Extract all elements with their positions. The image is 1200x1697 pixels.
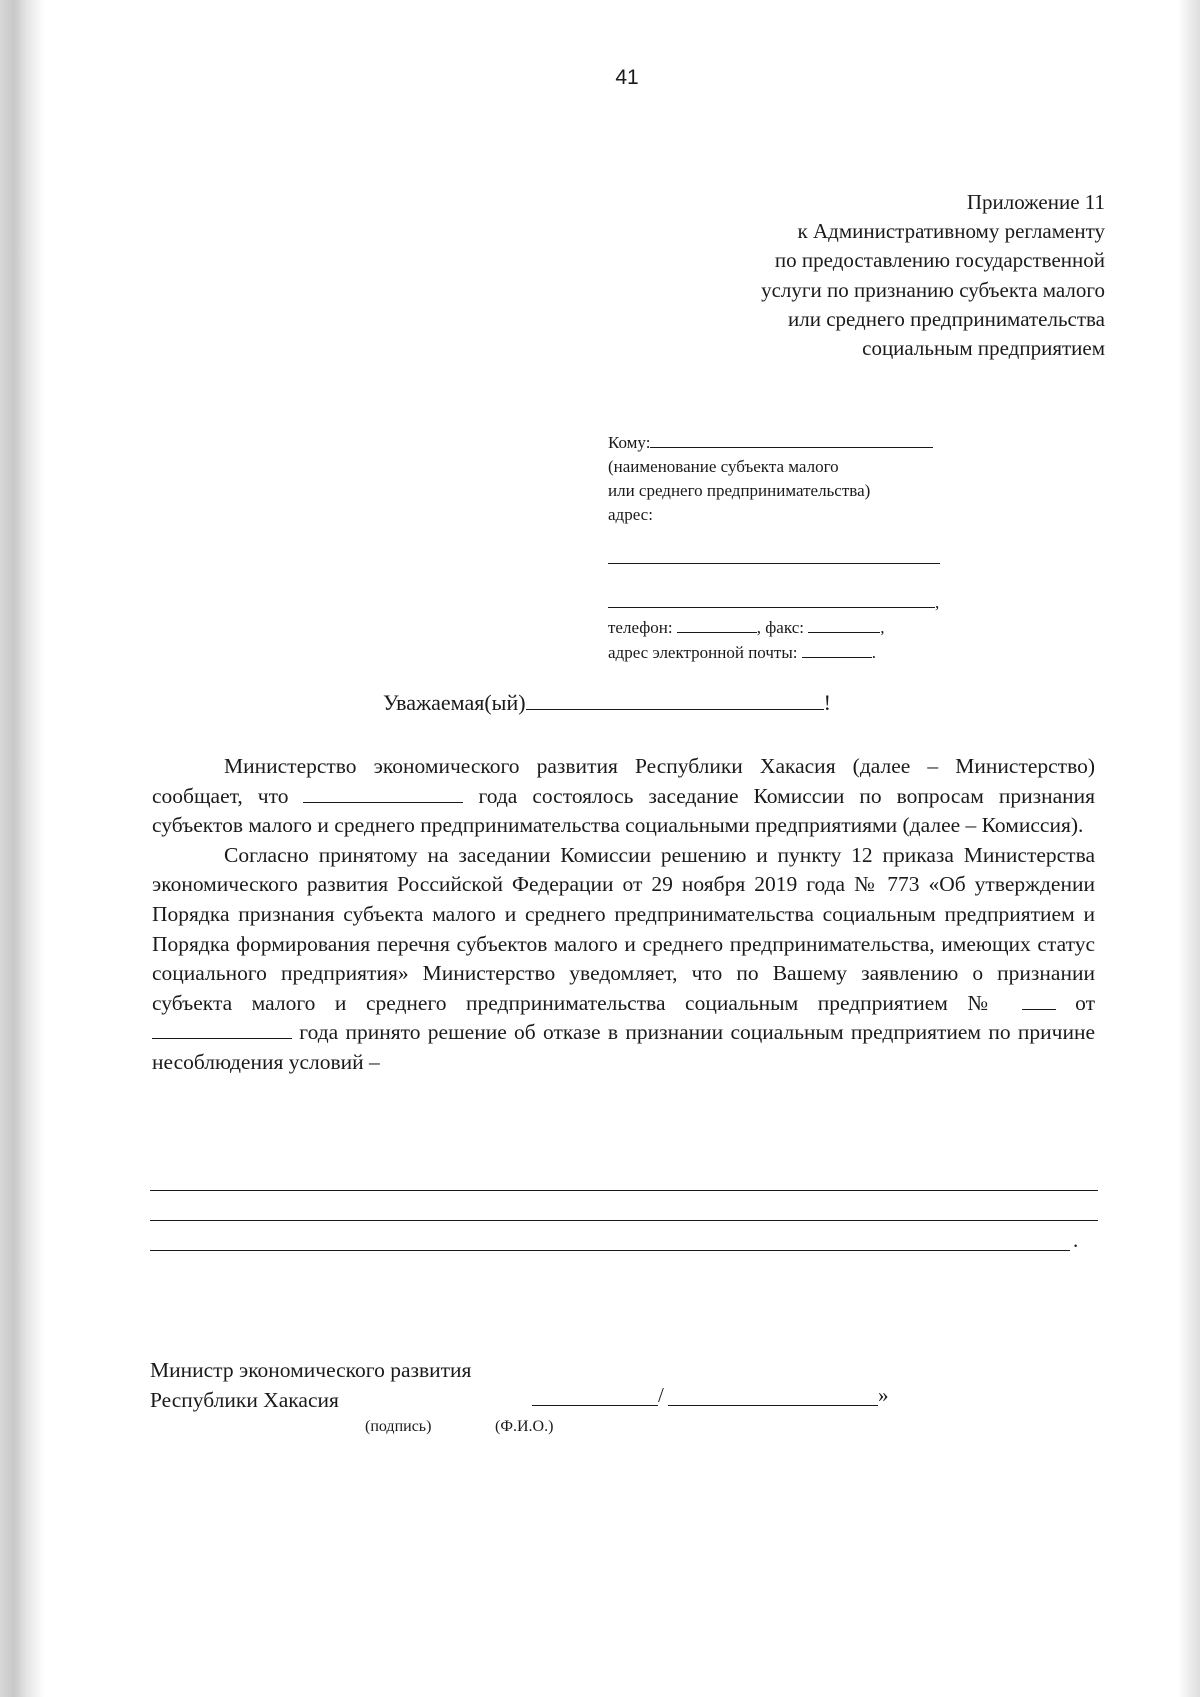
paragraph-text: года состоялось заседание Комиссии по вопросам признания субъектов малого и среднего предпринимательства социальными предприятиями (далее – Комиссия). xyxy=(152,783,1096,838)
signature-quote: » xyxy=(878,1383,889,1407)
appendix-line: или среднего предпринимательства xyxy=(787,306,1105,331)
appendix-line: социальным предприятием xyxy=(862,336,1105,361)
recipient-block xyxy=(608,430,1048,665)
appendix-line: к Административному регламенту xyxy=(797,219,1105,244)
salutation-end: ! xyxy=(823,690,831,715)
name-hint: (наименование субъекта малого xyxy=(608,457,839,476)
email-label: адрес электронной почты: xyxy=(608,643,798,662)
signatory-title: Республики Хакасия xyxy=(150,1387,339,1412)
email-blank xyxy=(802,640,872,658)
signature-blank xyxy=(532,1405,658,1406)
fax-trail: , xyxy=(880,618,885,637)
email-trail: . xyxy=(871,643,876,662)
name-blank xyxy=(668,1405,878,1406)
reason-end: . xyxy=(1073,1228,1079,1252)
reason-line xyxy=(150,1190,1098,1191)
to-label: Кому: xyxy=(608,433,651,452)
scan-left-edge xyxy=(0,0,44,1697)
paragraph-text: Согласно принятому на заседании Комиссии решению и пункту 12 приказа Министерства экономического развития Российской Федерации от 29 ноября 2019 года № 773 «Об утверждении Порядка признания субъекта малого и среднего предпринимательства социальным предприятием и Порядка формирования перечня субъектов малого и среднего предпринимательства, имеющих статус социального предприятия» Министерство уведомляет, что по Вашему заявлению о признании субъекта малого и среднего предпринимательства социальным предприятием № xyxy=(152,842,1095,1015)
date-blank xyxy=(152,1020,292,1039)
reason-line xyxy=(150,1220,1098,1221)
salutation xyxy=(383,689,831,716)
paragraph xyxy=(152,752,1095,841)
address-label: адрес: xyxy=(608,505,653,524)
appendix-line: услуги по признанию субъекта малого xyxy=(761,277,1105,302)
name-caption: (Ф.И.О.) xyxy=(495,1418,554,1435)
date-blank xyxy=(303,784,463,803)
signature-separator: / xyxy=(658,1383,664,1407)
appendix-line: Приложение 11 xyxy=(966,190,1105,214)
phone-label: телефон: xyxy=(608,618,673,637)
appendix-header xyxy=(545,188,1105,363)
phone-blank xyxy=(677,615,757,633)
appendix-line: по предоставлению государственной xyxy=(774,248,1105,273)
salutation-text: Уважаемая(ый) xyxy=(383,690,526,715)
signature-block xyxy=(150,1356,471,1415)
reason-line xyxy=(150,1250,1070,1251)
paragraph-text: года принято решение об отказе в признании социальным предприятием по причине несоблюдения условий – xyxy=(152,1020,1095,1074)
page-number: 41 xyxy=(615,66,639,89)
paragraph xyxy=(152,841,1095,1078)
to-blank xyxy=(650,430,933,448)
fax-label: , факс: xyxy=(756,618,804,637)
scan-right-edge xyxy=(1178,0,1200,1697)
address-blank-line xyxy=(608,541,940,564)
number-blank xyxy=(1022,991,1056,1010)
paragraph-text: от xyxy=(1075,990,1095,1015)
signature-caption: (подпись) xyxy=(365,1418,432,1435)
address-blank-line xyxy=(608,590,935,608)
letter-body xyxy=(152,752,1095,1078)
address-comma: , xyxy=(935,593,940,612)
fax-blank xyxy=(808,615,880,633)
salutation-blank xyxy=(526,689,824,710)
paragraph-text: Министерство экономического развития Республики Хакасия (далее – Министерство) сообщает, что xyxy=(152,754,1095,808)
signatory-title: Министр экономического развития xyxy=(150,1358,472,1382)
name-hint: или среднего предпринимательства) xyxy=(608,481,871,500)
